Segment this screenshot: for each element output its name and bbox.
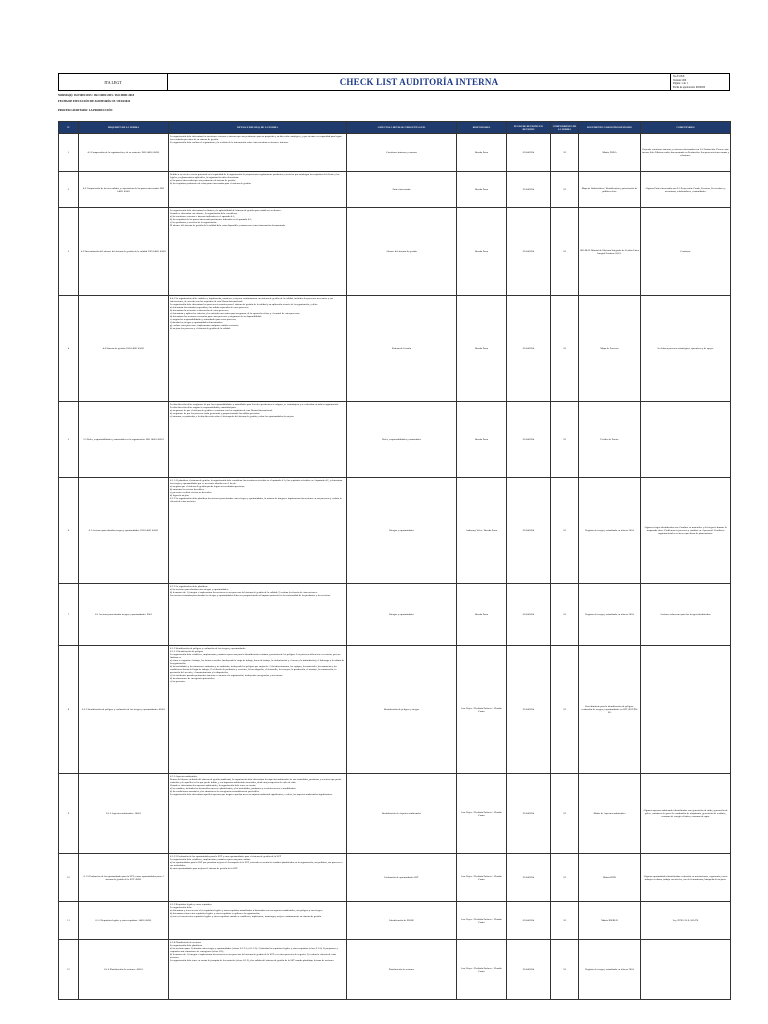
detail-line: d) determinar los recursos necesarios para estos procesos y asegurarse de su disponibilidad;	[170, 315, 262, 318]
compliance-cell: SI	[551, 134, 579, 172]
responsible-cell: Jose Reyes / Herlinda Pacheco / Claudio Castro	[457, 940, 507, 1000]
meta-approval: Fecha de aprobación: 00/00/00	[673, 85, 706, 89]
row-number: 8	[59, 646, 79, 774]
audit-date-line: FECHA DE EJECUCIÓN DE AUDITORÍA: 05 / 05/04/2024	[58, 100, 131, 103]
detail-line: b) asegurarse de que los procesos están generando y proporcionando las salidas previstas;	[170, 412, 260, 415]
compliance-cell: SI	[551, 774, 579, 854]
detail-line: c) tener en cuenta estos requisitos legales y otros requisitos cuando se establezca, implemente, mantenga y mejore continuamente su sistema de gestión.	[170, 915, 322, 918]
table-row	[59, 940, 731, 1000]
column-header: REQUISITO DE LA NORMA	[79, 122, 169, 134]
detail-line: Las acciones tomadas para abordar los riesgos y oportunidades deben ser proporcionales al impacto potencial en la conformidad de los productos y los servicios.	[170, 594, 331, 597]
detail-line: 6.1.2 Identificación de peligros y evaluación de los riesgos y oportunidades	[170, 647, 246, 650]
requirement-detail-cell	[169, 940, 347, 1000]
table-row	[59, 208, 731, 296]
responsible-cell: Brenda Parra	[457, 208, 507, 296]
detail-line: a) asegurar que el sistema de gestión pueda lograr sus resultados previstos;	[170, 485, 245, 488]
checklist-table	[58, 121, 731, 1000]
requirement-cell: 6.1.2 Aspectos ambientales. 14001	[79, 774, 169, 854]
review-date-cell: 05/04/2024	[507, 208, 551, 296]
comment-cell: Algunos aspectos ambientales identificados son: generación de ruido, generación de polvo, emisiones de gases de combustión de maquinaria, generación de residuos, consumo de energía eléctrica, consumo de agua.	[641, 774, 731, 854]
detail-line: h) mejorar los procesos y el sistema de gestión de la calidad.	[170, 327, 231, 330]
detail-line: 6.1.3 Requisitos legales y otros requisitos	[170, 903, 212, 906]
compliance-cell: SI	[551, 646, 579, 774]
compliance-cell: SI	[551, 854, 579, 902]
comment-cell: Algunos riesgos identificados son: Cambios en materiales y del negocio durante la temporada clave. Problemas en procesos y cambios en el personal. Conflictos organizacionales en áreas específicas de planeamiento.	[641, 478, 731, 584]
row-number: 12	[59, 940, 79, 1000]
requirement-cell: 6.1.4 Planificación de acciones. 45001	[79, 940, 169, 1000]
norm-line: NORMA(S): ISO 9001:2015 / ISO 14001:2015 / ISO 45001:2018	[58, 94, 134, 97]
detail-line: b) determinar la secuencia e interacción de estos procesos;	[170, 309, 229, 312]
compliance-cell: SI	[551, 296, 579, 402]
detail-line: La organización debe realizar el seguimiento y la revisión de la información sobre estas cuestiones externas e internas.	[170, 141, 289, 144]
document-title: CHECK LIST AUDITORÍA INTERNA	[168, 74, 671, 90]
requirement-detail-cell	[169, 478, 347, 584]
detail-line: a) las partes interesadas que son pertinentes al sistema de gestión;	[170, 179, 236, 182]
review-date-cell: 05/04/2024	[507, 854, 551, 902]
requirement-detail-cell	[169, 134, 347, 172]
comment-cell: Algunas oportunidades identificadas: reducción en movimientos, ergonomía y otros trabajos en altura, trabajo con niveles, uso de herramientas, búsqueda de mejoras.	[641, 854, 731, 902]
aspect-cell: Planificación de acciones	[347, 940, 457, 1000]
detail-line: 6.1.1 Al planificar el sistema de gestión, la organización debe considerar las cuestiones referidas en el apartado 4.1 y los requisitos referidos en el apartado 4.2, y determinar los riesgos y oportunidades que es necesario abordar con el fin de:	[170, 479, 343, 485]
detail-line: a) las acciones para: 1) abordar estos riesgos y oportunidades (véanse 6.1.2.2 y 6.1.2.3); 2) abordar los requisitos legales y otros requisitos (véase 6.1.3); 3) prepararse y responder ante situaciones de emergencia (véase 8.2);	[170, 947, 338, 953]
column-header: N°	[59, 122, 79, 134]
aspect-cell: Cuestiones internas y externas	[347, 134, 457, 172]
meta-code: SG-F-0XX	[673, 75, 685, 78]
table-row	[59, 854, 731, 902]
detail-line: d) lograr la mejora.	[170, 494, 190, 497]
detail-line: b) las actividades y las situaciones rutinarias y no rutinarias, incluyendo los peligros que surjan de: 1) la infraestructura, los equipos, los materiales, las sustancias y las condiciones físicas del lugar de trabajo; 2) el diseño de productos y servicios, la investigación, el desarrollo, los ensayos, la producción, el montaje, la construcción, la prestación del servicio, el mantenimiento y la disposición;	[170, 665, 337, 674]
review-date-cell: 05/04/2024	[507, 940, 551, 1000]
document-cell: Perfiles de Puesto	[579, 402, 641, 478]
detail-line: e) asignar las responsabilidades y autoridades para estos procesos;	[170, 318, 237, 321]
requirement-cell: 4.4 Sistema de gestión. ISO 14001 45001	[79, 296, 169, 402]
document-cell: Matriz FODA	[579, 134, 641, 172]
aspect-cell: Identificación de peligros y riesgos	[347, 646, 457, 774]
column-header: DOCUMENTO O REGISTRO REVISADO	[579, 122, 641, 134]
row-number: 2	[59, 172, 79, 208]
comment-cell	[641, 646, 731, 774]
detail-line: b) la manera de: 1) integrar e implementar las acciones en sus procesos del sistema de gestión de la SST o en otros procesos de negocio; 2) evaluar la eficacia de estas acciones.	[170, 953, 337, 959]
table-row	[59, 584, 731, 646]
requirement-cell: 6.1 Acciones para abordar riesgos y oportunidades. ISO 14001 45001	[79, 478, 169, 584]
detail-line: La organización debe:	[170, 906, 193, 909]
detail-line: La organización debe determinar los procesos necesarios para el sistema de gestión de la calidad y su aplicación a través de la organización, y debe:	[170, 303, 318, 306]
requirement-detail-cell	[169, 854, 347, 902]
aspect-cell: Identificación de Aspectos ambientales	[347, 774, 457, 854]
review-date-cell: 05/04/2024	[507, 902, 551, 940]
detail-line: La organización debe determinar los límites y la aplicabilidad del sistema de gestión para establecer su alcance.	[170, 209, 282, 212]
detail-line: b) las condiciones anormales y las situaciones de emergencia razonablemente previsibles.	[170, 790, 260, 793]
responsible-cell: Jose Reyes / Herlinda Pacheco / Claudio Castro	[457, 646, 507, 774]
comment-cell: Conforme	[641, 208, 731, 296]
document-cell: Registro de riesgos, actualizado en febrero 2024	[579, 478, 641, 584]
document-cell: Registro de riesgos, actualizado en febrero 2024	[579, 584, 641, 646]
detail-line: El alcance del sistema de gestión de la calidad debe estar disponible y mantenerse como información documentada.	[170, 224, 286, 227]
detail-line: b) aumentar los efectos deseables;	[170, 488, 205, 491]
detail-line: 4.4.1 La organización debe establecer, implementar, mantener y mejorar continuamente un sistema de gestión de la calidad, incluidos los procesos necesarios y sus interacciones, de acuerdo con los requisitos de esta Norma Internacional.	[170, 297, 333, 303]
document-cell: Matriz IDERLR	[579, 902, 641, 940]
row-number: 6	[59, 478, 79, 584]
table-row	[59, 478, 731, 584]
requirement-cell: 4.1 Comprensión de la organización y de su contexto. ISO 14001 45001	[79, 134, 169, 172]
detail-line: Cuando se determina este alcance, la organización debe considerar:	[170, 212, 238, 215]
requirement-detail-cell	[169, 584, 347, 646]
detail-line: a) las cuestiones externas e internas indicadas en el apartado 4.1;	[170, 215, 235, 218]
detail-line: La organización debe tener en cuenta la jerarquía de los controles (véase 8.1.2) y las salidas del sistema de gestión de la SST cuando planifique la toma de acciones.	[170, 959, 335, 962]
detail-line: b) los requisitos pertinentes de estas partes interesadas para el sistema de gestión.	[170, 182, 252, 185]
detail-line: 6.1.2.1 Identificación de peligros	[170, 650, 204, 653]
review-date-cell: 05/04/2024	[507, 134, 551, 172]
detail-line: a) determinar y tener acceso a los requisitos legales y otros requisitos actualizados relacionados con sus aspectos ambientales, sus peligros y sus riesgos;	[170, 909, 323, 912]
row-number: 10	[59, 854, 79, 902]
compliance-cell: SI	[551, 940, 579, 1000]
aspect-cell: Evaluación de oportunidades SST	[347, 854, 457, 902]
detail-line: a) los cambios, incluidos los desarrollos nuevos o planificados, y las actividades, productos y servicios nuevos o modificados;	[170, 787, 296, 790]
detail-line: c) los productos y servicios de la organización.	[170, 221, 217, 224]
detail-line: c) los incidentes pasados pertinentes internos o externos a la organización, incluyendo emergencias y sus causas;	[170, 674, 283, 677]
detail-line: La organización debe establecer, implementar y mantener procesos para evaluar:	[170, 858, 251, 861]
compliance-cell: SI	[551, 902, 579, 940]
document-cell: Matriz de Aspectos ambientales	[579, 774, 641, 854]
detail-line: b) determinar cómo estos requisitos legales y otros requisitos se aplican a la organización;	[170, 912, 260, 915]
detail-line: c) informar, en particular, a la alta dirección sobre el desempeño del sistema de gestión y sobre las oportunidades de mejora.	[170, 415, 295, 418]
row-number: 4	[59, 296, 79, 402]
detail-line: La alta dirección debe asegurarse de que las responsabilidades y autoridades para los roles pertinentes se asignen, se comuniquen y se entiendan en toda la organización.	[170, 403, 339, 406]
detail-line: a) las oportunidades para la SST que permitan mejorar el desempeño de la SST, teniendo en cuenta los cambios planificados en la organización, sus políticas, sus procesos o sus actividades;	[170, 861, 343, 867]
review-date-cell: 05/04/2024	[507, 774, 551, 854]
requirement-detail-cell	[169, 902, 347, 940]
detail-line: b) la manera de: 1) integrar e implementar las acciones en sus procesos del sistema de gestión de la calidad; 2) evaluar la eficacia de estas acciones.	[170, 591, 318, 594]
row-number: 1	[59, 134, 79, 172]
table-body	[59, 134, 731, 1000]
table-row	[59, 902, 731, 940]
detail-line: La organización debe establecer, implementar y mantener procesos para la identificación continua y proactiva de los peligros. Los procesos deben tener en cuenta, pero no limitarse a:	[170, 653, 341, 659]
table-row	[59, 134, 731, 172]
column-header: FECHA DE REVISIÓN Y/O REVISIÓN	[507, 122, 551, 134]
review-date-cell: 05/04/2024	[507, 172, 551, 208]
detail-line: 6.1.4 Planificación de acciones	[170, 941, 202, 944]
comment-cell: Acciones coherentes para los riesgos identificados.	[641, 584, 731, 646]
responsible-cell: Anthonny Velez / Brenda Parra	[457, 478, 507, 584]
document-meta	[671, 74, 729, 90]
table-header-row	[59, 122, 731, 134]
logo-cell: ITA LEGT	[59, 74, 168, 90]
compliance-cell: SI	[551, 402, 579, 478]
aspect-cell: Riesgos y oportunidades	[347, 478, 457, 584]
detail-line: La alta dirección debe asignar la responsabilidad y autoridad para:	[170, 406, 237, 409]
responsible-cell: Brenda Parra	[457, 172, 507, 208]
compliance-cell: SI	[551, 208, 579, 296]
requirement-cell: 4.2 Comprensión de las necesidades y expectativas de las partes interesadas. ISO 14001 45001	[79, 172, 169, 208]
aspect-cell: Roles, responsabilidades y autoridades	[347, 402, 457, 478]
responsible-cell: Brenda Parra	[457, 296, 507, 402]
column-header: CUMPLIMIENTO DE LA NORMA	[551, 122, 579, 134]
responsible-cell: Jose Reyes / Herlinda Pacheco / Claudio Castro	[457, 774, 507, 854]
row-number: 5	[59, 402, 79, 478]
detail-line: a) determinar las entradas requeridas y las salidas esperadas de estos procesos;	[170, 306, 249, 309]
audited-process-line: PROCESO AUDITADO: LA PRODUCCIÓN	[58, 109, 113, 112]
comment-cell: Depende cuestiones internas y externas relacionadas con LA Producción. Tienen estas fuerzas Solo Fábricas cuáles han mostrado en Producción. Sus procesos tienen ramas y relaciones.	[641, 134, 731, 172]
detail-line: Dentro del alcance definido del sistema de gestión ambiental, la organización debe determinar los aspectos ambientales de sus actividades, productos y servicios que puede controlar y de aquellos en los que puede influir, y sus impactos ambientales asociados, desde una perspectiva de ciclo de vida.	[170, 778, 342, 784]
table-row	[59, 402, 731, 478]
review-date-cell: 05/04/2024	[507, 646, 551, 774]
row-number: 3	[59, 208, 79, 296]
detail-line: e) las personas.	[170, 680, 186, 683]
requirement-detail-cell	[169, 208, 347, 296]
detail-line: g) evaluar estos procesos e implementar cualquier cambio necesario;	[170, 324, 239, 327]
review-date-cell: 05/04/2024	[507, 584, 551, 646]
comment-cell	[641, 940, 731, 1000]
requirement-cell: 5.3 Roles, responsabilidades y autoridades en la organización. ISO 14001 45001	[79, 402, 169, 478]
aspect-cell: Partes interesadas	[347, 172, 457, 208]
review-date-cell: 05/04/2024	[507, 402, 551, 478]
aspect-cell: Identificación de RLOR	[347, 902, 457, 940]
row-number: 11	[59, 902, 79, 940]
aspect-cell: Alcance del sistema de gestión	[347, 208, 457, 296]
detail-line: a) asegurarse de que el sistema de gestión es conforme con los requisitos de esta Norma Internacional;	[170, 409, 273, 412]
document-cell: SIG-M-01 Manual del Sistema Integrado de Gestión Línea Integral Producto S.R.L.	[579, 208, 641, 296]
document-cell: Registro de riesgos, actualizado en febrero 2024	[579, 940, 641, 1000]
aspect-cell: Sistema de Gestión	[347, 296, 457, 402]
detail-line: 6.1.2.3 Evaluación de las oportunidades para la SST y otras oportunidades para el sistema de gestión de la SST	[170, 855, 281, 858]
review-date-cell: 05/04/2024	[507, 478, 551, 584]
responsible-cell: Brenda Parra	[457, 584, 507, 646]
column-header: RESPONSABLE	[457, 122, 507, 134]
document-cell: Procedimiento para la identificación de peligros, evaluación de riesgos y oportunidades en SST (SST-PR-01)	[579, 646, 641, 774]
detail-line: c) determinar y aplicar los criterios y los métodos necesarios para asegurarse de la operación eficaz y el control de estos procesos;	[170, 312, 300, 315]
requirement-detail-cell	[169, 774, 347, 854]
compliance-cell: SI	[551, 584, 579, 646]
responsible-cell: Brenda Parra	[457, 134, 507, 172]
detail-line: b) los requisitos de las partes interesadas pertinentes indicados en el apartado 4.2;	[170, 218, 252, 221]
requirement-cell: 6.1.2 Identificación de peligros y evaluación de los riesgos y oportunidades. 45001	[79, 646, 169, 774]
detail-line: Cuando se determinan los aspectos ambientales, la organización debe tener en cuenta:	[170, 784, 256, 787]
comment-cell: Se definen procesos estratégicos, operativos y de apoyo.	[641, 296, 731, 402]
responsible-cell: Jose Reyes / Herlinda Pacheco / Claudio Castro	[457, 854, 507, 902]
detail-line: 6.1.2 Aspectos ambientales	[170, 775, 198, 778]
detail-line: La organización debe determinar las cuestiones externas e internas que son pertinentes para su propósito y su dirección estratégica, y que afectan a su capacidad para lograr los resultados previstos de su sistema de gestión.	[170, 135, 342, 141]
detail-line: La organización debe planificar:	[170, 944, 203, 947]
detail-line: Debido a su efecto o efecto potencial en la capacidad de la organización de proporcionar regularmente productos y servicios que satisfagan los requisitos del cliente y los legales y reglamentarios aplicables, la organización debe determinar:	[170, 173, 340, 179]
row-number: 7	[59, 584, 79, 646]
detail-line: 6.1.2 La organización debe planificar:	[170, 585, 208, 588]
table-row	[59, 646, 731, 774]
document-cell: Matriz IPER	[579, 854, 641, 902]
aspect-cell: Riesgos y oportunidades	[347, 584, 457, 646]
column-header: ASPECTOS A REVISAR / PREGUNTA GUÍA	[347, 122, 457, 134]
row-number: 9	[59, 774, 79, 854]
comment-cell: Ley 29783 / D.S. 005-TR	[641, 902, 731, 940]
comment-cell	[641, 402, 731, 478]
compliance-cell: SI	[551, 172, 579, 208]
column-header: COMENTARIOS	[641, 122, 731, 134]
requirement-detail-cell	[169, 402, 347, 478]
requirement-detail-cell	[169, 296, 347, 402]
detail-line: b) otras oportunidades para mejorar el sistema de gestión de la SST.	[170, 867, 238, 870]
requirement-cell: 6.1 Acciones para abordar riesgos y oportunidades. 9001	[79, 584, 169, 646]
detail-line: c) prevenir o reducir efectos no deseados;	[170, 491, 212, 494]
meta-page: Página: 1 de 1	[673, 82, 688, 86]
document-cell: Mapa de Procesos	[579, 296, 641, 402]
review-date-cell: 05/04/2024	[507, 296, 551, 402]
document-header	[58, 73, 730, 91]
detail-line: f) abordar los riesgos y oportunidades determinados;	[170, 321, 223, 324]
responsible-cell: Brenda Parra	[457, 402, 507, 478]
comment-cell: Algunas Partes interesadas son LA Proyección: Fondo, Personas, Proveedores y accionistas, colaboradores, comunidades.	[641, 172, 731, 208]
detail-line: a) las acciones para abordar estos riesgos y oportunidades;	[170, 588, 229, 591]
requirement-detail-cell	[169, 646, 347, 774]
column-header: DETALLE DEL REQ. DE LA NORMA	[169, 122, 347, 134]
compliance-cell: SI	[551, 478, 579, 584]
detail-line: d) las situaciones de emergencia potenciales;	[170, 677, 215, 680]
table-row	[59, 774, 731, 854]
requirement-cell: 6.1.3 Evaluación de las oportunidades para la SST y otras oportunidades para el sistema de gestión de la SST. 45001	[79, 854, 169, 902]
meta-version: Versión: 000	[673, 78, 687, 82]
responsible-cell: Jose Reyes / Herlinda Pacheco / Claudio Castro	[457, 902, 507, 940]
requirement-detail-cell	[169, 172, 347, 208]
table-row	[59, 296, 731, 402]
detail-line: 6.1.2 La organización debe planificar las acciones para abordar estos riesgos y oportunidades, la manera de integrar e implementar las acciones en sus procesos y evaluar la eficacia de estas acciones.	[170, 497, 342, 503]
table-row	[59, 172, 731, 208]
requirement-cell: 6.1.3 Requisitos legales y otros requisitos. 14001 45001	[79, 902, 169, 940]
detail-line: a) cómo se organiza el trabajo, los factores sociales (incluyendo la carga de trabajo, horas de trabajo, la victimización y el acoso y la intimidación), el liderazgo y la cultura de la organización;	[170, 659, 345, 665]
detail-line: La organización debe determinar aquellos aspectos que tengan o puedan tener un impacto ambiental significativo, es decir, los aspectos ambientales significativos.	[170, 793, 333, 796]
document-cell: Mapa de Stakeholders / Identificación y priorización de públicos clave	[579, 172, 641, 208]
requirement-cell: 4.3 Determinación del alcance del sistema de gestión de la calidad. ISO 14001 45001	[79, 208, 169, 296]
